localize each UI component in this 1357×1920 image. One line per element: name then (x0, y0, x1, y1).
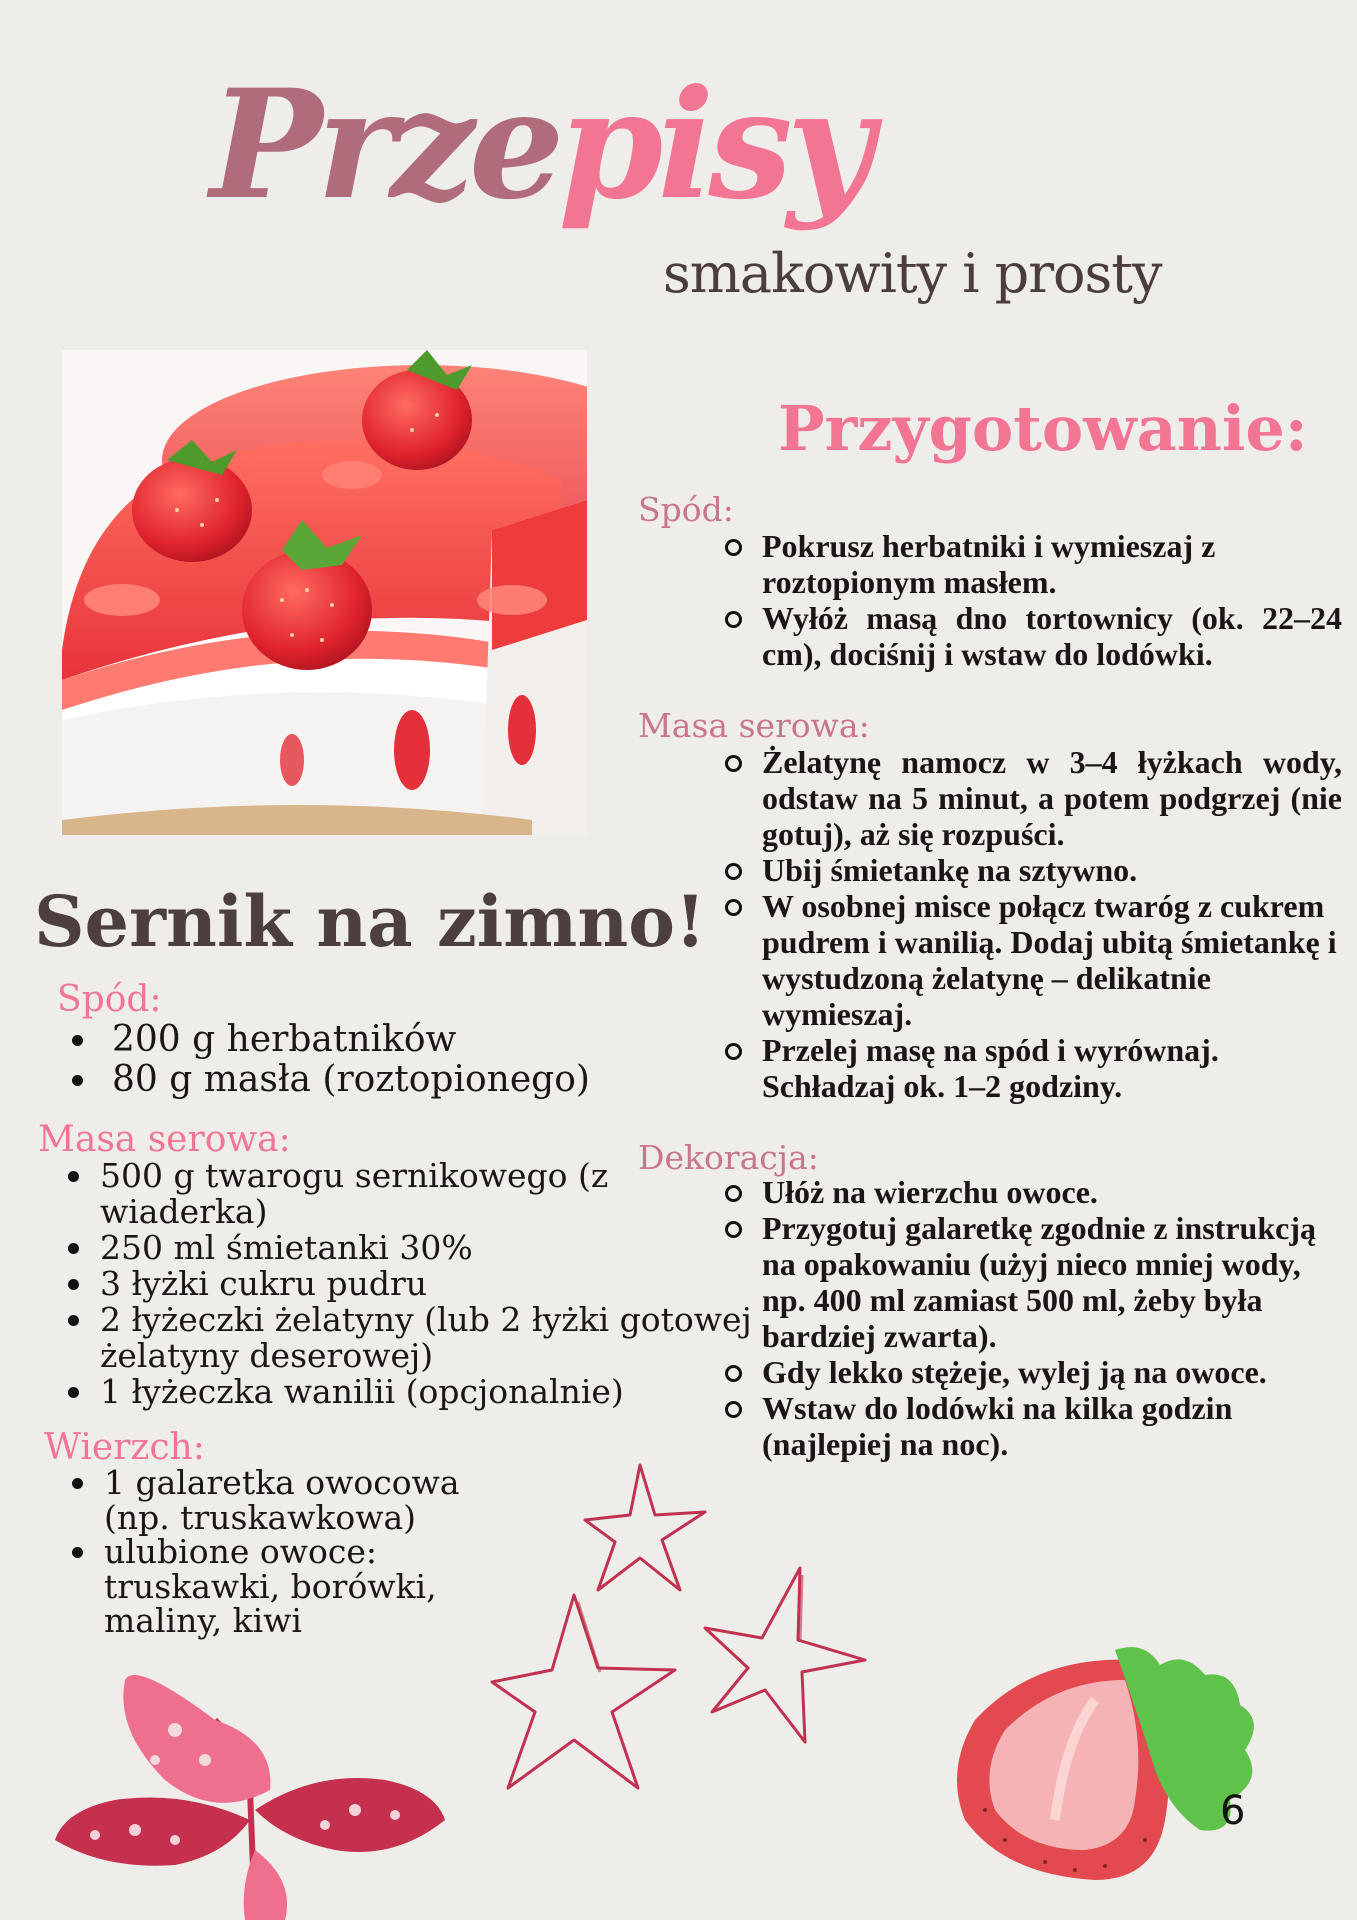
prep-dekoracja-heading: Dekoracja: (638, 1138, 819, 1177)
star-icon (585, 1465, 705, 1590)
list-item: Pokrusz herbatniki i wymieszaj z roztopionym masłem. (762, 528, 1342, 600)
list-item: 500 g twarogu sernikowego (z wiaderka) (100, 1158, 752, 1230)
list-item: 250 ml śmietanki 30% (100, 1230, 752, 1266)
star-icon (705, 1568, 865, 1742)
ingredients-spod-heading: Spód: (57, 979, 162, 1020)
strawberry-icon (945, 1640, 1275, 1890)
list-item: Wstaw do lodówki na kilka godzin (najlepiej na noc). (762, 1390, 1342, 1462)
list-item: Gdy lekko stężeje, wylej ją na owoce. (762, 1354, 1342, 1390)
list-item: 1 galaretka owocowa (np. truskawkowa) (104, 1463, 460, 1537)
list-item: Ułóż na wierzchu owoce. (762, 1174, 1342, 1210)
page-title (210, 57, 868, 233)
title-part-2: pisy (558, 57, 868, 233)
preparation-title: Przygotowanie: (778, 392, 1308, 465)
list-item: Przygotuj galaretkę zgodnie z instrukcją na opakowaniu (użyj nieco mniej wody, np. 400 ml zamiast 500 ml, żeby była bardziej zwarta). (762, 1210, 1342, 1354)
list-item: 80 g masła (roztopionego) (112, 1059, 590, 1100)
list-item: Ubij śmietankę na sztywno. (762, 852, 1342, 888)
list-item: Żelatynę namocz w 3–4 łyżkach wody, odstaw na 5 minut, a potem podgrzej (nie gotuj), aż się rozpuści. (762, 744, 1342, 852)
list-item: 1 łyżeczka wanilii (opcjonalnie) (100, 1374, 752, 1410)
plant-decoration (55, 1670, 455, 1920)
ingredients-wierzch-list (104, 1463, 460, 1640)
leaf-icon (123, 1675, 270, 1803)
prep-masa-heading: Masa serowa: (638, 706, 870, 745)
list-item: 2 łyżeczki żelatyny (lub 2 łyżki gotowej żelatyny deserowej) (100, 1300, 752, 1375)
cheesecake-photo (62, 350, 587, 835)
title-part-1: Prze (210, 57, 559, 233)
prep-spod-steps (762, 528, 1342, 672)
stars-decoration (480, 1450, 880, 1810)
prep-masa-steps (762, 744, 1342, 1104)
prep-spod-heading: Spód: (638, 490, 734, 529)
list-item: Przelej masę na spód i wyrównaj. Schładzaj ok. 1–2 godziny. (762, 1032, 1342, 1104)
recipe-title: Sernik na zimno! (34, 880, 706, 963)
ingredients-masa-list (100, 1158, 752, 1410)
list-item: Wyłóż masą dno tortownicy (ok. 22–24 cm), dociśnij i wstaw do lodówki. (762, 600, 1342, 672)
prep-dekoracja-steps (762, 1174, 1342, 1462)
page-subtitle: smakowity i prosty (663, 242, 1162, 305)
page-number: 6 (1220, 1788, 1246, 1834)
ingredients-masa-heading: Masa serowa: (38, 1119, 291, 1160)
ingredients-spod-list (112, 1020, 590, 1100)
list-item: 200 g herbatników (112, 1020, 590, 1060)
ingredients-wierzch-heading: Wierzch: (44, 1427, 205, 1468)
list-item: ulubione owoce: truskawki, borówki, maliny, kiwi (104, 1535, 460, 1639)
list-item: 3 łyżki cukru pudru (100, 1266, 752, 1302)
list-item: W osobnej misce połącz twaróg z cukrem pudrem i wanilią. Dodaj ubitą śmietankę i wystudzoną żelatynę – delikatnie wymieszaj. (762, 888, 1342, 1032)
